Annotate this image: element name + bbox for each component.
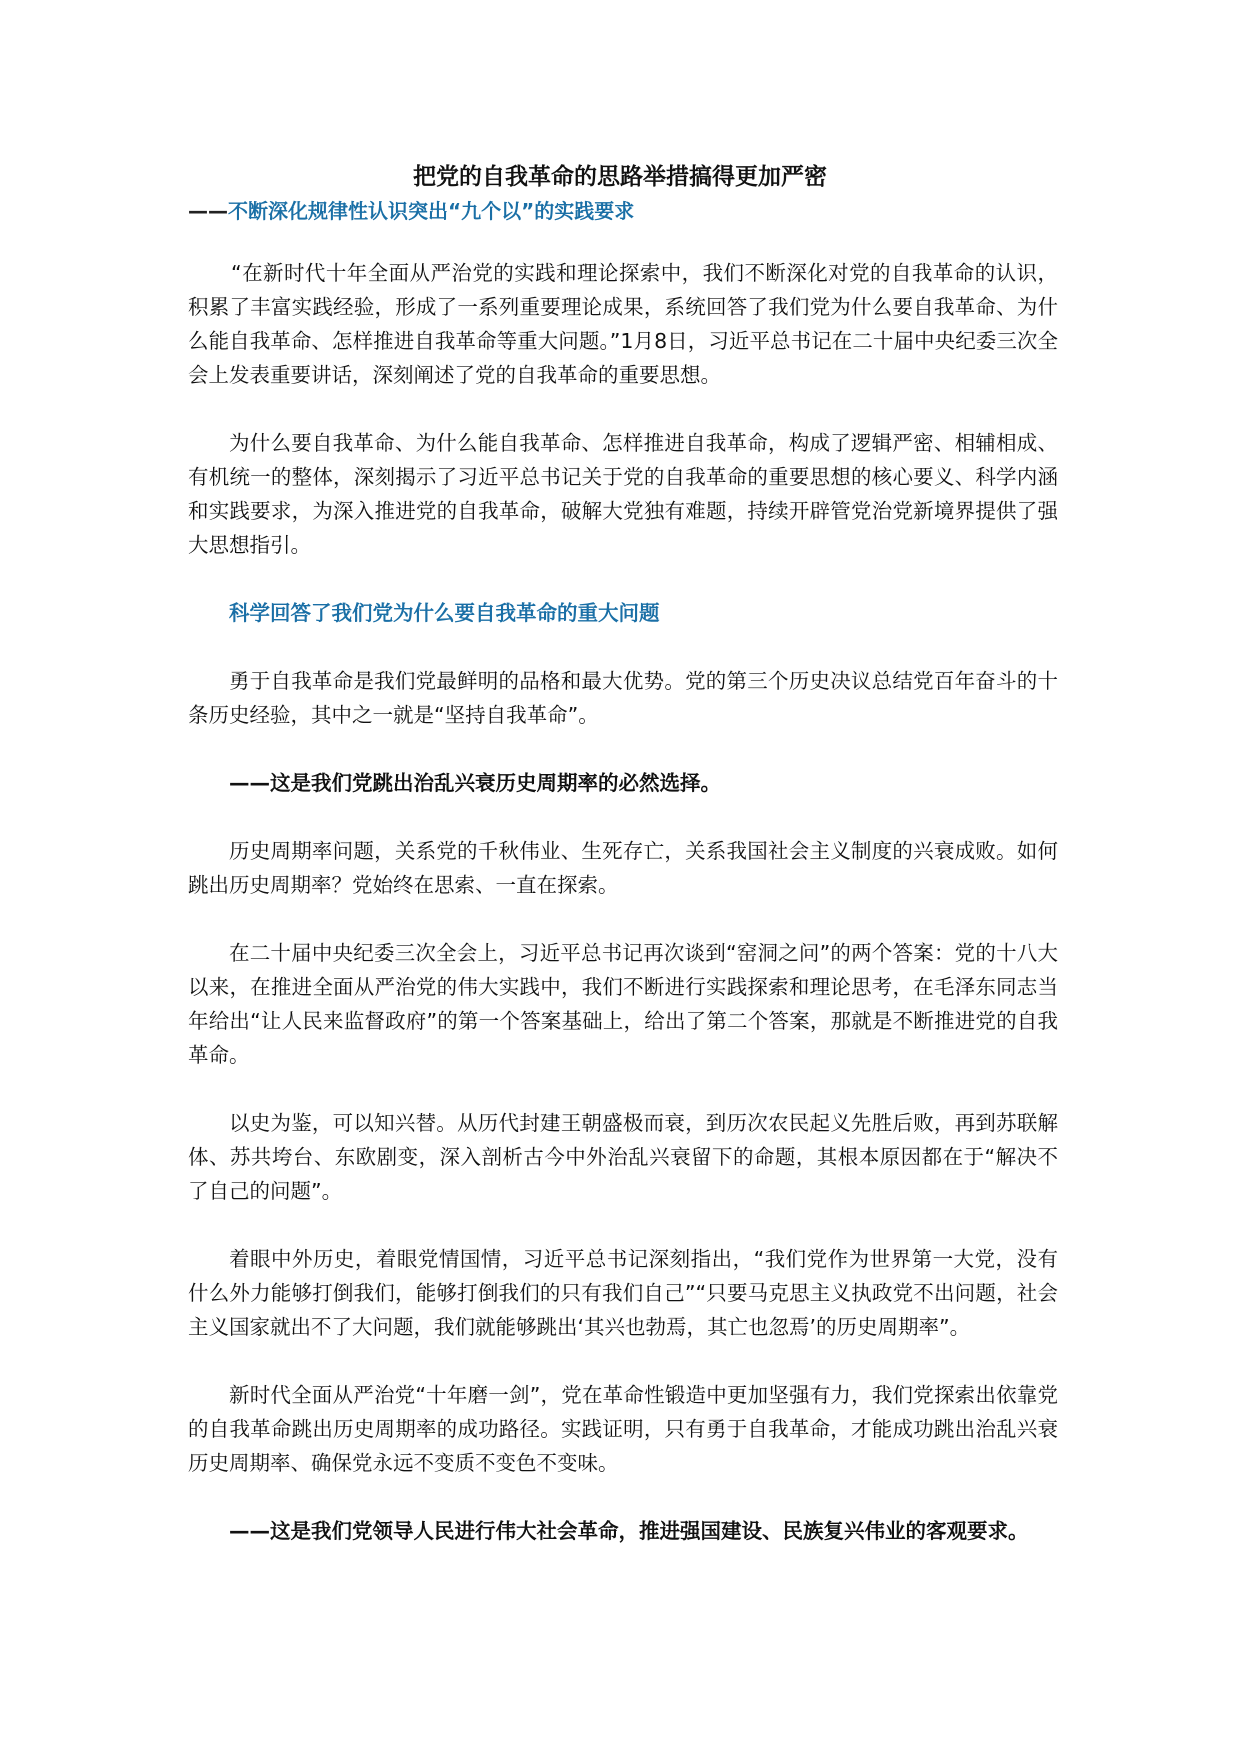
paragraph-new-era: 新时代全面从严治党“十年磨一剑”，党在革命性锻造中更加坚强有力，我们党探索出依靠党的自我革命跳出历史周期率的成功路径。实践证明，只有勇于自我革命，才能成功跳出治乱兴衰历史周期率、确保党永远不变质不变色不变味。 bbox=[188, 1383, 1058, 1475]
paragraph-cave-question: 在二十届中央纪委三次全会上，习近平总书记再次谈到“窑洞之问”的两个答案：党的十八大以来，在推进全面从严治党的伟大实践中，我们不断进行实践探索和理论思考，在毛泽东同志当年给出“让人民来监督政府”的第一个答案基础上，给出了第二个答案，那就是不断推进党的自我革命。 bbox=[188, 941, 1058, 1067]
bold-point-historical-cycle: ——这是我们党跳出治乱兴衰历史周期率的必然选择。 bbox=[229, 771, 721, 795]
page-subtitle bbox=[188, 197, 634, 225]
subtitle-text: 不断深化规律性认识突出“九个以”的实践要求 bbox=[228, 199, 635, 223]
paragraph-intro-quote: “在新时代十年全面从严治党的实践和理论探索中，我们不断深化对党的自我革命的认识，积累了丰富实践经验，形成了一系列重要理论成果，系统回答了我们党为什么要自我革命、为什么能自我革命、怎样推进自我革命等重大问题。”1月8日，习近平总书记在二十届中央纪委三次全会上发表重要讲话，深刻阐述了党的自我革命的重要思想。 bbox=[188, 261, 1058, 387]
section-heading: 科学回答了我们党为什么要自我革命的重大问题 bbox=[229, 601, 660, 625]
paragraph-history-lessons: 以史为鉴，可以知兴替。从历代封建王朝盛极而衰，到历次农民起义先胜后败，再到苏联解体、苏共垮台、东欧剧变，深入剖析古今中外治乱兴衰留下的命题，其根本原因都在于“解决不了自己的问题”。 bbox=[188, 1111, 1058, 1203]
paragraph-overview: 为什么要自我革命、为什么能自我革命、怎样推进自我革命，构成了逻辑严密、相辅相成、有机统一的整体，深刻揭示了习近平总书记关于党的自我革命的重要思想的核心要义、科学内涵和实践要求，为深入推进党的自我革命，破解大党独有难题，持续开辟管党治党新境界提供了强大思想指引。 bbox=[188, 431, 1058, 557]
bold-point-social-revolution: ——这是我们党领导人民进行伟大社会革命，推进强国建设、民族复兴伟业的客观要求。 bbox=[229, 1519, 1029, 1543]
article-body bbox=[188, 256, 1058, 1582]
subtitle-dash: —— bbox=[188, 199, 228, 223]
paragraph-world-largest-party: 着眼中外历史，着眼党情国情，习近平总书记深刻指出，“我们党作为世界第一大党，没有什么外力能够打倒我们，能够打倒我们的只有我们自己”“只要马克思主义执政党不出问题，社会主义国家就出不了大问题，我们就能够跳出‘其兴也勃焉，其亡也忽焉’的历史周期率”。 bbox=[188, 1247, 1058, 1339]
page-title: 把党的自我革命的思路举措搞得更加严密 bbox=[413, 164, 827, 190]
paragraph-self-revolution-trait: 勇于自我革命是我们党最鲜明的品格和最大优势。党的第三个历史决议总结党百年奋斗的十条历史经验，其中之一就是“坚持自我革命”。 bbox=[188, 669, 1058, 727]
paragraph-historical-cycle: 历史周期率问题，关系党的千秋伟业、生死存亡，关系我国社会主义制度的兴衰成败。如何跳出历史周期率？党始终在思索、一直在探索。 bbox=[188, 839, 1058, 897]
